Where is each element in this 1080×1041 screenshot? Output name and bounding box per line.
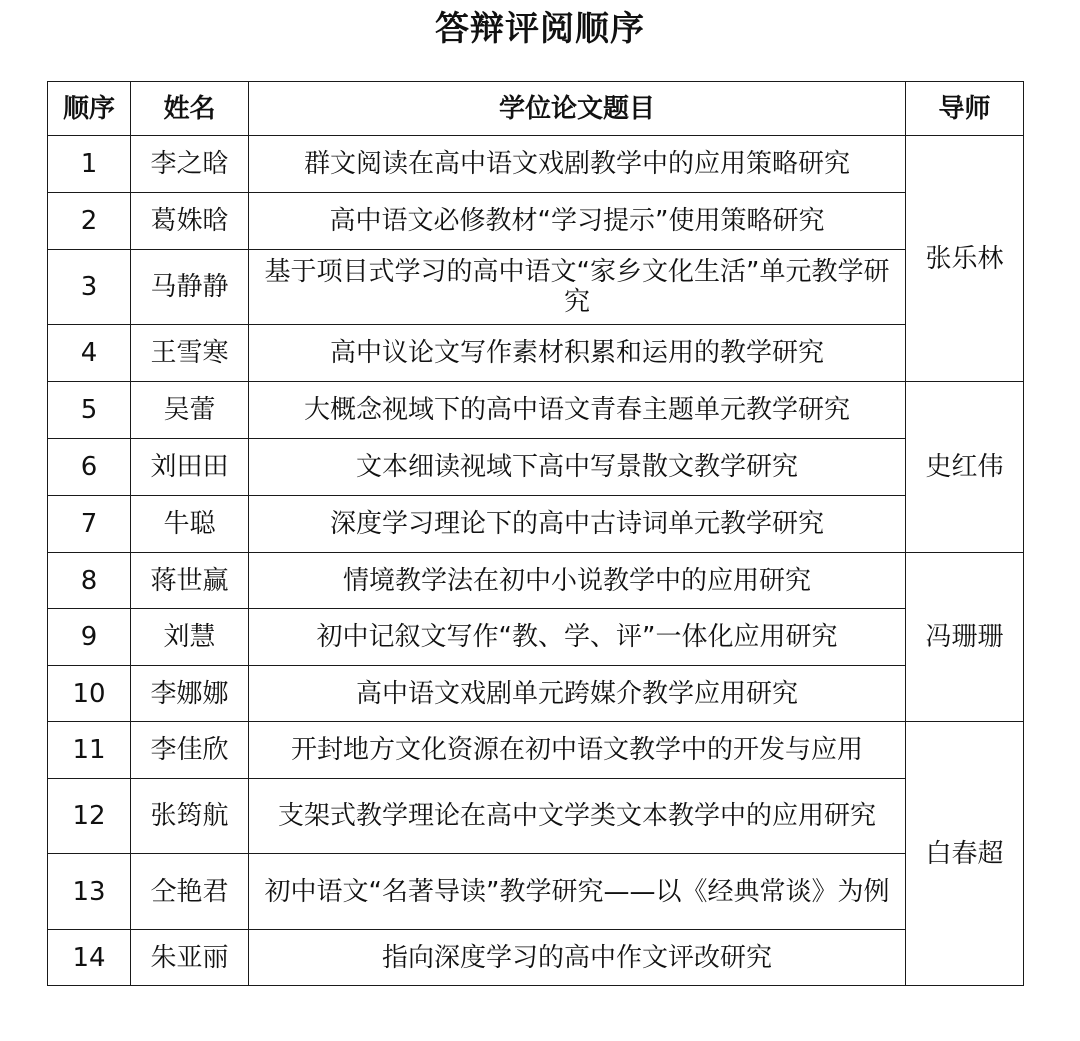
topic-cell: 大概念视域下的高中语文青春主题单元教学研究 — [249, 382, 906, 439]
table-row — [48, 325, 1024, 382]
order-cell: 12 — [48, 779, 131, 854]
table-row — [48, 722, 1024, 779]
order-cell: 14 — [48, 930, 131, 986]
order-cell: 11 — [48, 722, 131, 779]
order-cell: 10 — [48, 666, 131, 722]
table-row — [48, 136, 1024, 193]
advisor-cell: 史红伟 — [906, 382, 1024, 553]
table-row — [48, 609, 1024, 666]
order-cell: 13 — [48, 854, 131, 930]
order-cell: 3 — [48, 250, 131, 325]
order-cell: 2 — [48, 193, 131, 250]
name-cell: 仝艳君 — [131, 854, 249, 930]
name-cell: 牛聪 — [131, 496, 249, 553]
order-cell: 8 — [48, 553, 131, 609]
topic-cell: 开封地方文化资源在初中语文教学中的开发与应用 — [249, 722, 906, 779]
name-cell: 李娜娜 — [131, 666, 249, 722]
order-cell: 9 — [48, 609, 131, 666]
advisor-cell: 冯珊珊 — [906, 553, 1024, 722]
topic-cell: 高中议论文写作素材积累和运用的教学研究 — [249, 325, 906, 382]
table-row — [48, 666, 1024, 722]
table-row — [48, 779, 1024, 854]
table-header-row — [48, 82, 1024, 136]
order-cell: 6 — [48, 439, 131, 496]
table-row — [48, 250, 1024, 325]
page-title: 答辩评阅顺序 — [435, 9, 645, 49]
header-name: 姓名 — [131, 82, 249, 136]
header-order: 顺序 — [48, 82, 131, 136]
table-row — [48, 193, 1024, 250]
order-cell: 1 — [48, 136, 131, 193]
topic-cell: 高中语文戏剧单元跨媒介教学应用研究 — [249, 666, 906, 722]
defense-order-table — [47, 81, 1024, 986]
name-cell: 蒋世赢 — [131, 553, 249, 609]
name-cell: 李之晗 — [131, 136, 249, 193]
topic-cell: 情境教学法在初中小说教学中的应用研究 — [249, 553, 906, 609]
header-topic: 学位论文题目 — [249, 82, 906, 136]
name-cell: 朱亚丽 — [131, 930, 249, 986]
name-cell: 刘田田 — [131, 439, 249, 496]
name-cell: 吴蕾 — [131, 382, 249, 439]
topic-cell: 初中语文“名著导读”教学研究——以《经典常谈》为例 — [249, 854, 906, 930]
order-cell: 7 — [48, 496, 131, 553]
table-row — [48, 439, 1024, 496]
topic-cell: 指向深度学习的高中作文评改研究 — [249, 930, 906, 986]
order-cell: 4 — [48, 325, 131, 382]
topic-cell: 群文阅读在高中语文戏剧教学中的应用策略研究 — [249, 136, 906, 193]
topic-cell: 支架式教学理论在高中文学类文本教学中的应用研究 — [249, 779, 906, 854]
header-advisor: 导师 — [906, 82, 1024, 136]
table-row — [48, 496, 1024, 553]
name-cell: 刘慧 — [131, 609, 249, 666]
table-row — [48, 930, 1024, 986]
advisor-cell: 白春超 — [906, 722, 1024, 986]
topic-cell: 深度学习理论下的高中古诗词单元教学研究 — [249, 496, 906, 553]
name-cell: 李佳欣 — [131, 722, 249, 779]
topic-cell: 文本细读视域下高中写景散文教学研究 — [249, 439, 906, 496]
topic-cell: 基于项目式学习的高中语文“家乡文化生活”单元教学研究 — [249, 250, 906, 325]
name-cell: 葛姝晗 — [131, 193, 249, 250]
topic-cell: 初中记叙文写作“教、学、评”一体化应用研究 — [249, 609, 906, 666]
order-cell: 5 — [48, 382, 131, 439]
advisor-cell: 张乐林 — [906, 136, 1024, 382]
table-row — [48, 854, 1024, 930]
name-cell: 马静静 — [131, 250, 249, 325]
table-row — [48, 382, 1024, 439]
name-cell: 张筠航 — [131, 779, 249, 854]
topic-cell: 高中语文必修教材“学习提示”使用策略研究 — [249, 193, 906, 250]
name-cell: 王雪寒 — [131, 325, 249, 382]
table-row — [48, 553, 1024, 609]
